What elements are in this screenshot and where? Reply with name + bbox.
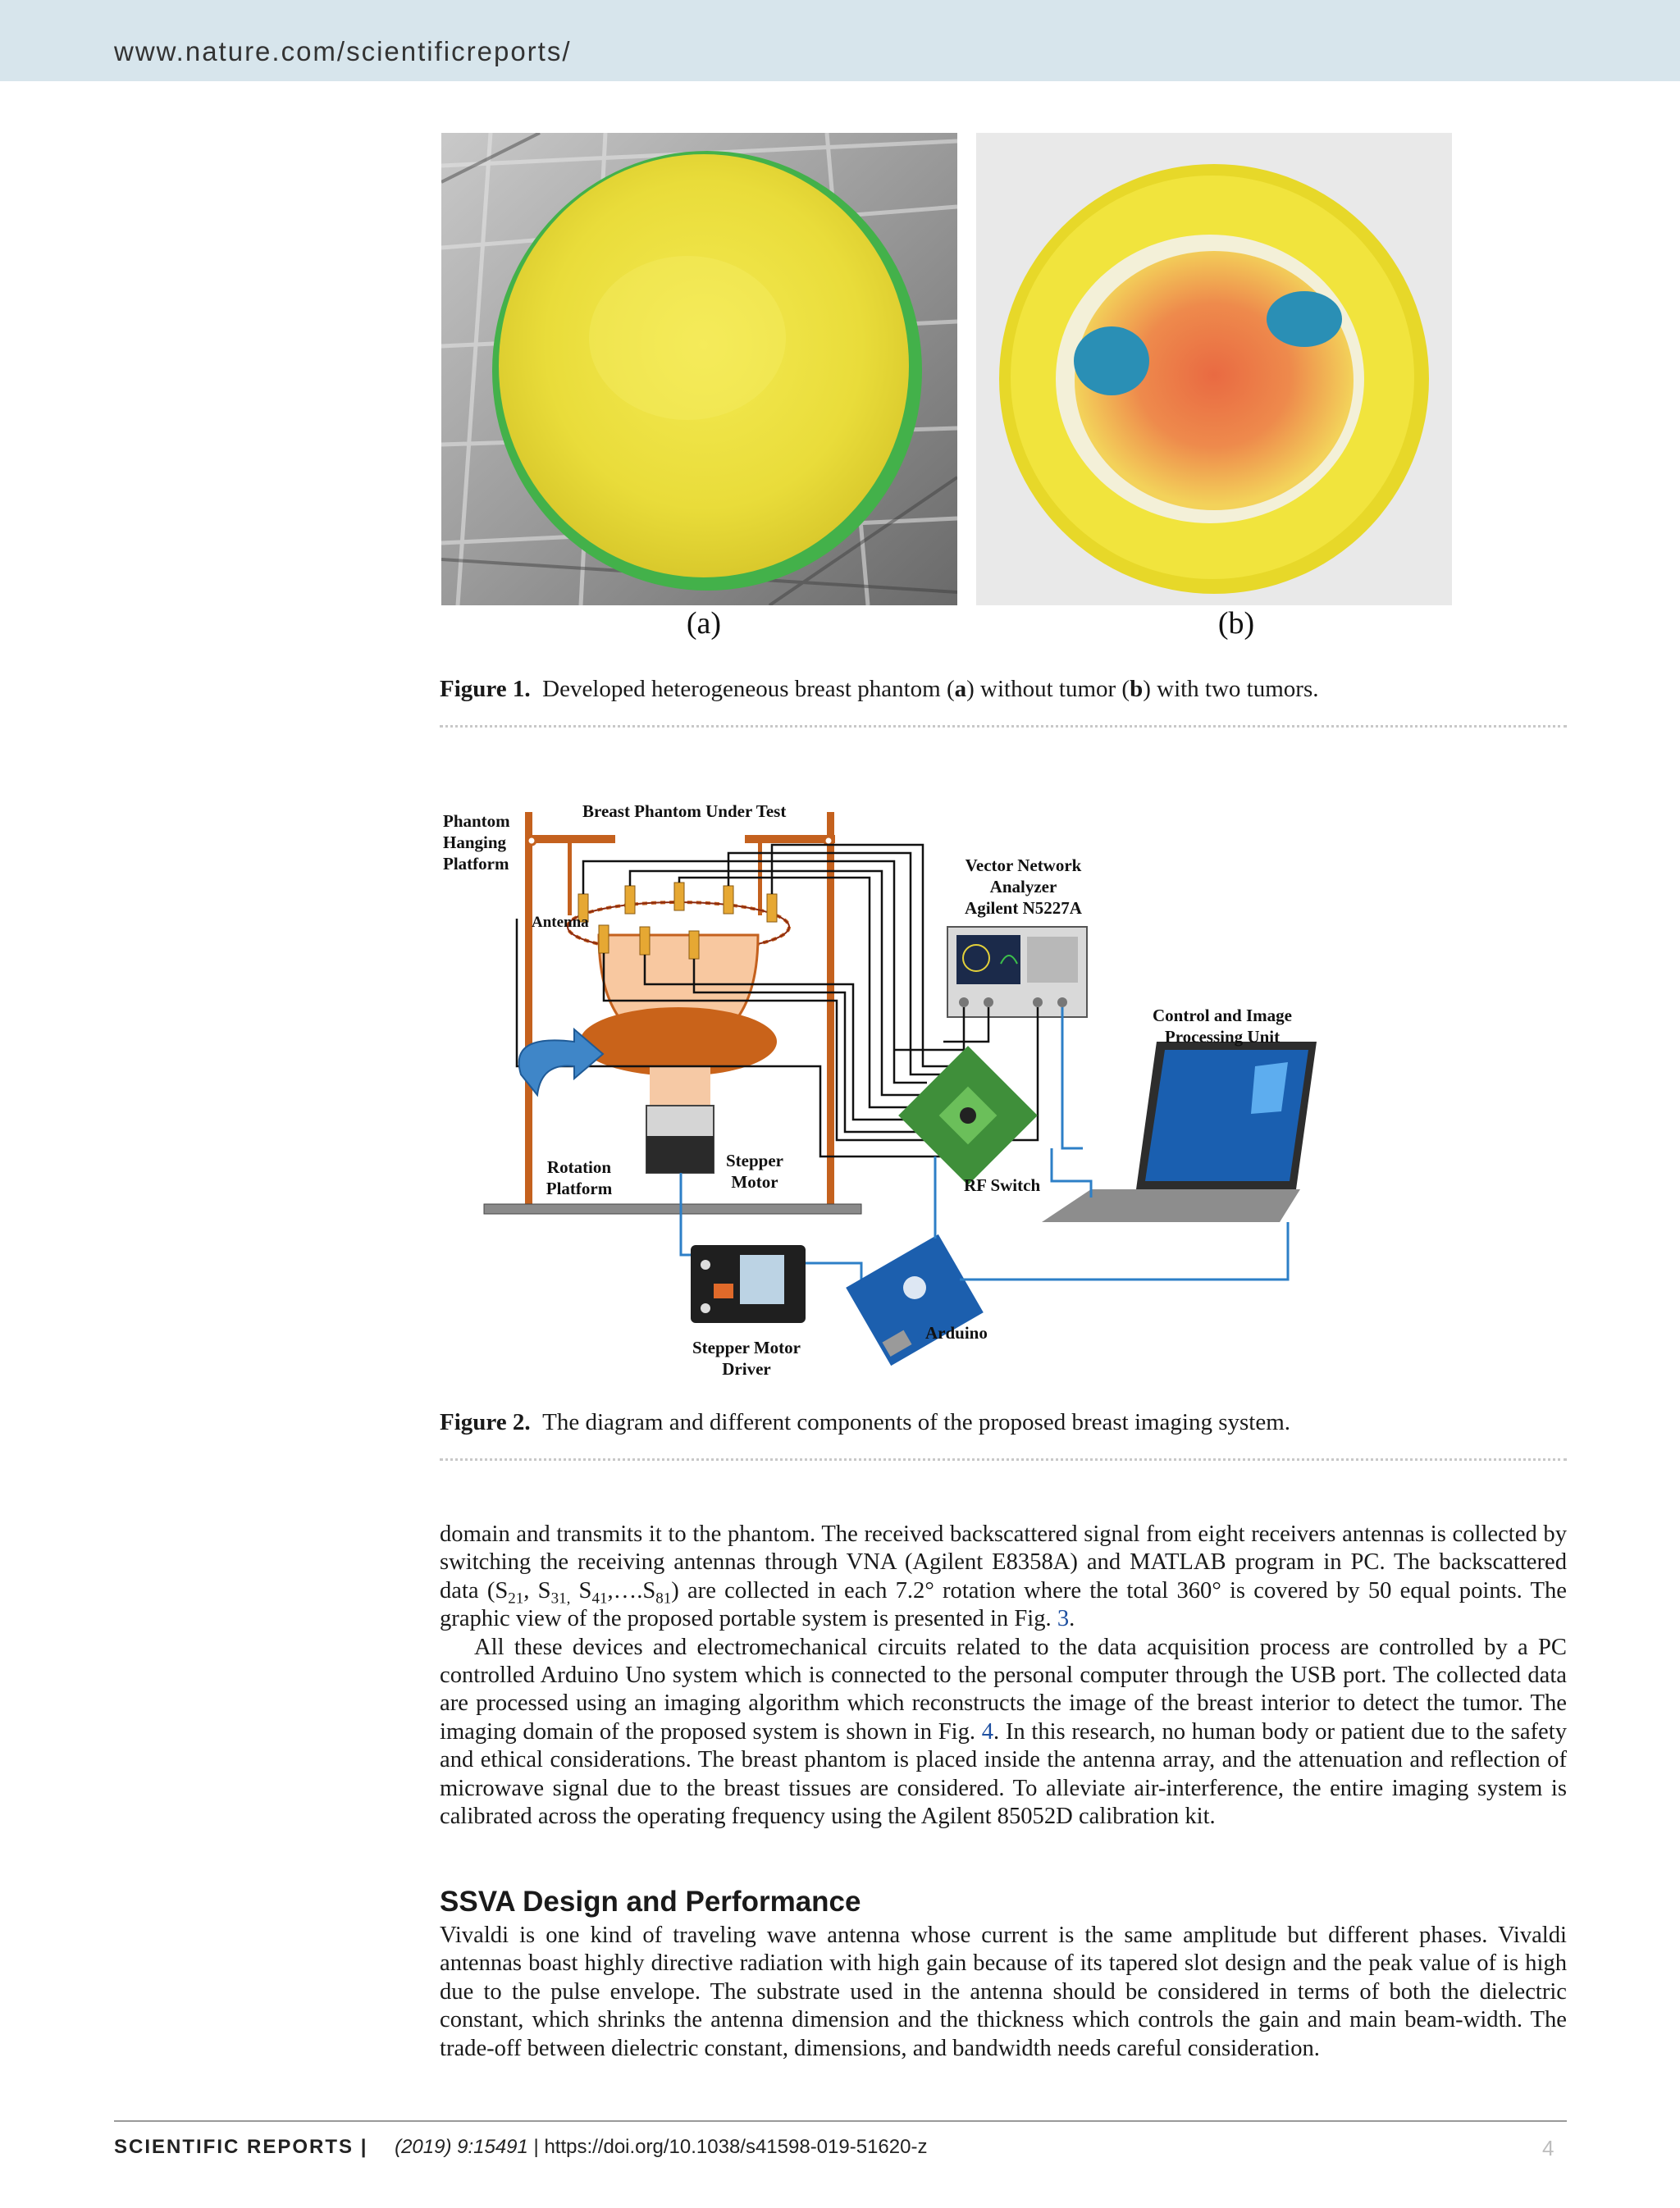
rf-switch-board — [898, 1046, 1038, 1185]
section-title: SSVA Design and Performance — [440, 1886, 861, 1918]
label-rf-switch: RF Switch — [964, 1175, 1041, 1195]
figure1-panel-a-label: (a) — [686, 606, 722, 641]
figure1-caption-end: ) with two tumors. — [1143, 676, 1319, 702]
figure2-caption-label: Figure 2. — [440, 1409, 531, 1435]
figure2-divider — [440, 1458, 1567, 1461]
laptop — [1042, 1042, 1317, 1222]
tumor-right — [1267, 291, 1342, 347]
footer — [114, 2136, 927, 2159]
footer-doi[interactable]: | https://doi.org/10.1038/s41598-019-51620-z — [527, 2136, 928, 2158]
stepper-motor — [646, 1106, 714, 1173]
figure1-caption — [440, 674, 1319, 704]
phantom-no-tumor-image — [441, 133, 957, 605]
body-text — [440, 1521, 1567, 1831]
label-phantom-hanging-platform: Phantom Hanging Platform — [443, 811, 510, 874]
fig3-link[interactable]: 3 — [1057, 1606, 1070, 1632]
phantom-with-tumors-image — [976, 133, 1452, 605]
label-stepper-motor: Stepper Motor — [726, 1151, 783, 1192]
footer-divider — [114, 2120, 1567, 2122]
page-number: 4 — [1542, 2136, 1554, 2160]
label-vna: Vector Network Analyzer Agilent N5227A — [965, 855, 1082, 918]
figure2-caption — [440, 1407, 1290, 1437]
figure1-panel-b-label: (b) — [1217, 606, 1255, 641]
label-arduino: Arduino — [925, 1323, 988, 1343]
figure1-divider — [440, 725, 1567, 728]
figure2-diagram — [435, 796, 1337, 1386]
paragraph-2: All these devices and electromechanical circuits related to the data acquisition process are controlled by a PC controlled Arduino Uno system which is connected to the personal computer through the USB port. The collected data are processed using an imaging algorithm which reconstructs the image of the breast interior to detect the tumor. The imaging domain of the proposed system is shown in Fig. 4. In this research, no human body or patient due to the safety and ethical considerations. The breast phantom is placed inside the antenna array, and the attenuation and reflection of microwave signal due to the breast tissues are considered. To alleviate air-interference, the entire imaging system is calibrated across the operating frequency using the Agilent 85052D calibration kit. — [440, 1634, 1567, 1830]
footer-citation: (2019) 9:15491 — [395, 2136, 528, 2158]
label-rotation-platform: Rotation Platform — [546, 1157, 613, 1198]
figure1-caption-text: Developed heterogeneous breast phantom ( — [542, 676, 955, 702]
label-control-unit: Control and Image Processing Unit — [1153, 1006, 1292, 1047]
figure1-caption-b: b — [1130, 676, 1144, 702]
site-url[interactable]: www.nature.com/scientificreports/ — [114, 36, 572, 66]
tumor-left — [1074, 326, 1149, 395]
figure2-caption-text: The diagram and different components of the proposed breast imaging system. — [542, 1409, 1291, 1435]
paragraph-3: Vivaldi is one kind of traveling wave antenna whose current is the same amplitude but different phases. Vivaldi antennas boast highly directive radiation with high gain because of its tapered slot design and the peak value of is high due to the pulse envelope. The substrate used in the antenna should be considered in terms of both the dielectric constant, which shrinks the antenna dimension and the thickness which controls the gain and main beam-width. The trade-off between dielectric constant, dimensions, and bandwidth needs careful consideration. — [440, 1923, 1567, 2061]
figure1-photo-b — [976, 133, 1452, 605]
figure1-photo-a — [441, 133, 957, 605]
imaging-system-diagram — [435, 796, 1337, 1386]
paragraph-1: domain and transmits it to the phantom. The received backscattered signal from eight receivers antennas is collected by switching the receiving antennas through VNA (Agilent E8358A) and MATLAB program in PC. The backscattered data ($S_{21}$, $S_{31,}$ $S_{41},\dots.S_{81}$) are collected in each 7.2° rotation where the total 360° is covered by 50 equal points. The graphic view of the proposed portable system is presented in Fig. 3. — [440, 1521, 1567, 1632]
label-stepper-driver: Stepper Motor Driver — [692, 1338, 801, 1379]
footer-journal: SCIENTIFIC REPORTS | — [114, 2136, 368, 2158]
figure1-caption-mid: ) without tumor ( — [966, 676, 1130, 702]
label-breast-phantom: Breast Phantom Under Test — [582, 801, 787, 821]
figure1-caption-a: a — [954, 676, 967, 702]
header-bar — [0, 0, 1680, 81]
figure1-caption-label: Figure 1. — [440, 676, 531, 702]
fig4-link[interactable]: 4 — [981, 1718, 994, 1745]
label-antenna: Antenna — [532, 914, 589, 931]
body-text-section — [440, 1922, 1567, 2063]
